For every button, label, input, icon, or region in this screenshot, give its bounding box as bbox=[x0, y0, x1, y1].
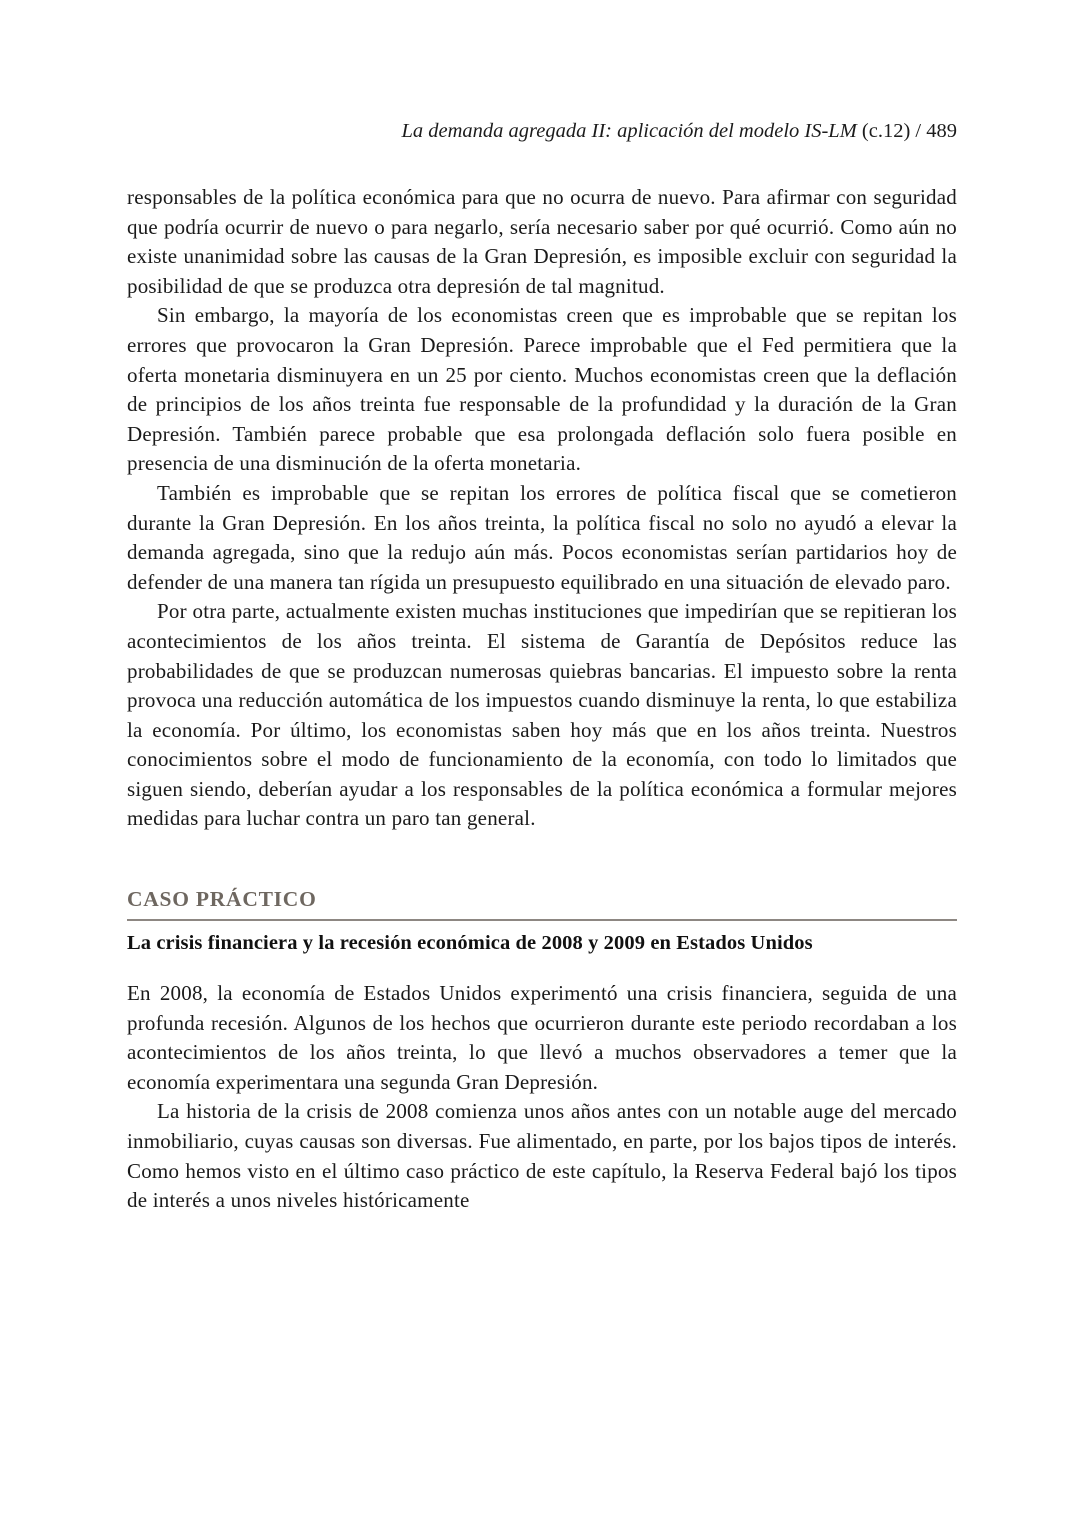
body-paragraph: Por otra parte, actualmente existen muchas instituciones que impedirían que se repitieran los acontecimientos de los años treinta. El sistema de Garantía de Depósitos reduce las probabilidades de que se produzcan numerosas quiebras bancarias. El impuesto sobre la renta provoca una reducción automática de los impuestos cuando disminuye la renta, lo que estabiliza la economía. Por último, los economistas saben hoy más que en los años treinta. Nuestros conocimientos sobre el modo de funcionamiento de la economía, con todo lo limitados que siguen siendo, deberían ayudar a los responsables de la política económica a formular mejores medidas para luchar contra un paro tan general. bbox=[127, 599, 957, 831]
body-paragraph: responsables de la política económica para que no ocurra de nuevo. Para afirmar con seguridad que podría ocurrir de nuevo o para negarlo, sería necesario saber por qué ocurrió. Como aún no existe unanimidad sobre las causas de la Gran Depresión, es imposible excluir con seguridad la posibilidad de que se produzca otra depresión de tal magnitud. bbox=[127, 185, 957, 298]
body-paragraph: También es improbable que se repitan los errores de política fiscal que se cometieron durante la Gran Depresión. En los años treinta, la política fiscal no solo no ayudó a elevar la demanda agregada, sino que la redujo aún más. Pocos economistas serían partidarios hoy de defender de una manera tan rígida un presupuesto equilibrado en una situación de elevado paro. bbox=[127, 480, 957, 594]
running-head-title: La demanda agregada II: aplicación del modelo IS-LM bbox=[401, 120, 857, 142]
running-head-folio: (c.12) / 489 bbox=[856, 120, 957, 142]
case-study-paragraph: La historia de la crisis de 2008 comienza unos años antes con un notable auge del mercado inmobiliario, cuyas causas son diversas. Fue alimentado, en parte, por los bajos tipos de interés. Como hemos visto en el último caso práctico de este capítulo, la Reserva Federal bajó los tipos de interés a unos niveles históricamente bbox=[127, 1099, 957, 1213]
case-study-title: La crisis financiera y la recesión económica de 2008 y 2009 en Estados Unidos bbox=[127, 932, 813, 955]
main-text-column bbox=[127, 183, 957, 1216]
body-paragraph: Sin embargo, la mayoría de los economistas creen que es improbable que se repitan los errores que provocaron la Gran Depresión. Parece improbable que el Fed permitiera que la oferta monetaria disminuyera en un 25 por ciento. Muchos economistas creen que la deflación de principios de los años treinta fue responsable de la profundidad y la duración de la Gran Depresión. También parece probable que esa prolongada deflación solo fuera posible en presencia de una disminución de la oferta monetaria. bbox=[127, 303, 957, 476]
case-study-divider bbox=[127, 919, 957, 921]
running-head bbox=[127, 118, 957, 144]
case-study-kicker: CASO PRÁCTICO bbox=[127, 887, 317, 912]
case-study-paragraph: En 2008, la economía de Estados Unidos experimentó una crisis financiera, seguida de una profunda recesión. Algunos de los hechos que ocurrieron durante este periodo recordaban a los acontecimientos de los años treinta, lo que llevó a muchos observadores a temer que la economía experimentara una segunda Gran Depresión. bbox=[127, 981, 957, 1094]
case-study-section bbox=[127, 886, 957, 1216]
